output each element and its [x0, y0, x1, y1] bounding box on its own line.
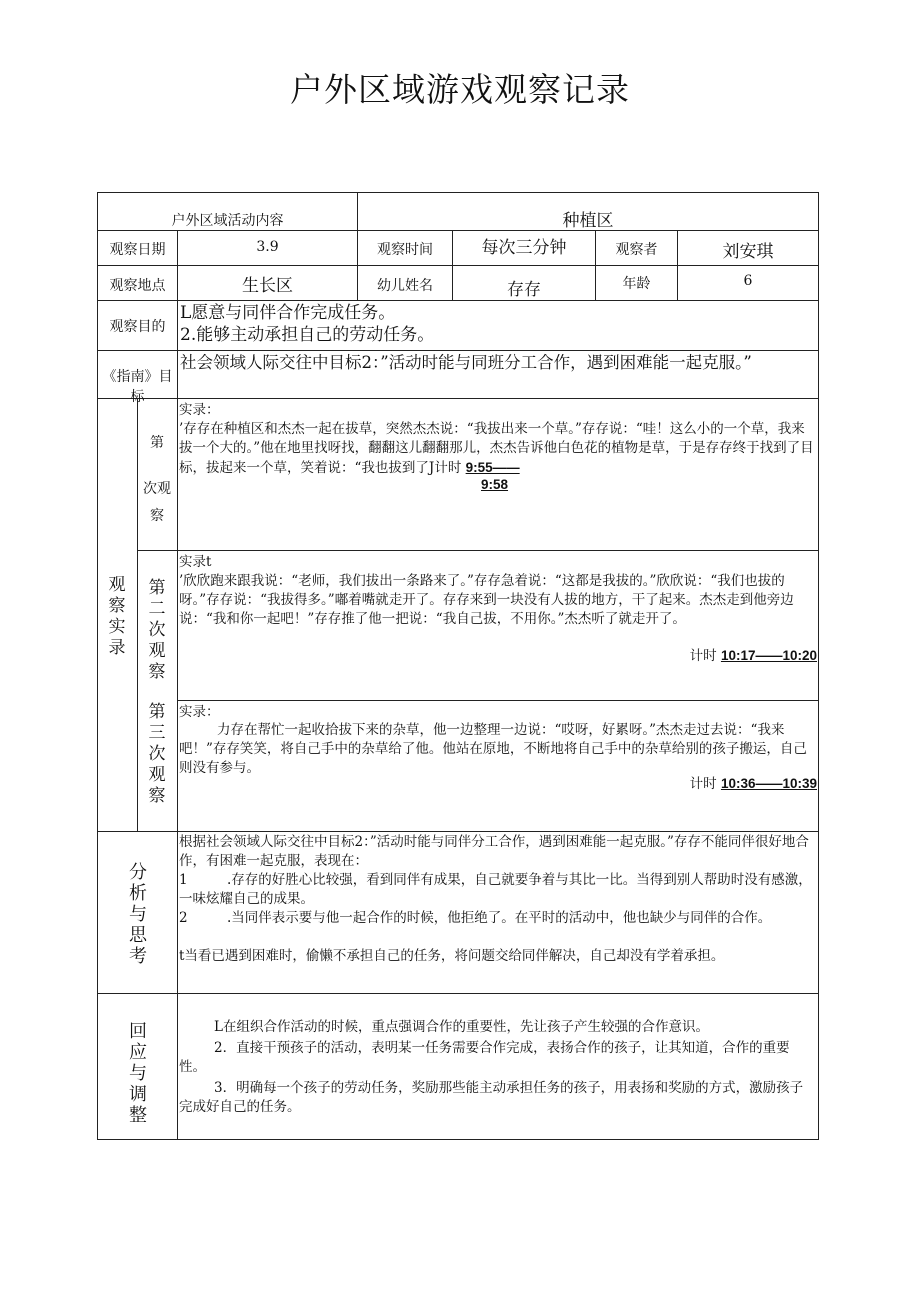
record-section-label: 观察实录	[108, 575, 126, 658]
page-title: 户外区域游戏观察记录	[290, 70, 630, 109]
response-item-1: L在组织合作活动的时候，重点强调合作的重要性，先让孩子产生较强的合作意识。	[214, 1019, 709, 1035]
purpose-label: 观察目的	[109, 319, 166, 335]
obs3-time-prefix: 计时	[689, 776, 717, 792]
obs1-text: ’存存在种植区和杰杰一起在拔草，突然杰杰说：“我拔出来一个草。”存存说：“哇！这么小的一个草，我来拔一个大的。”他在地里找呀找，翻翻这儿翻翻那儿，杰杰告诉他白色花的植物是草，于是存存终于找到了目标，拔起来一个草，笑着说：“我也拔到了J计时	[179, 421, 814, 476]
obs1-heading: 实录：	[179, 402, 220, 418]
child-label: 幼儿姓名	[377, 278, 433, 294]
analysis-item-3: t当看已遇到困难时，偷懒不承担自己的任务，将问题交给同伴解决，自己却没有学着承担。	[179, 948, 725, 964]
age-label: 年龄	[622, 276, 651, 292]
obs1-time-end: 9:58	[481, 477, 509, 492]
obs2-time: 10:17——10:20	[720, 648, 817, 663]
purpose-item-2: 2.能够主动承担自己的劳动任务。	[180, 325, 435, 345]
obs1-time-start: 9:55——	[465, 460, 520, 475]
activity-label: 户外区域活动内容	[171, 213, 284, 229]
obs3-time: 10:36——10:39	[720, 776, 817, 791]
date-label: 观察日期	[109, 242, 166, 258]
obs-time-label: 观察时间	[377, 242, 433, 258]
obs3-heading: 实录：	[179, 704, 220, 720]
obs2-time-row	[600, 646, 817, 666]
response-item-2: 2．直接干预孩子的活动，表明某一任务需要合作完成，表扬合作的孩子，让其知道，合作的重要性。	[179, 1040, 790, 1075]
obs3-time-row	[600, 774, 817, 794]
child-value: 存存	[507, 280, 541, 300]
place-label: 观察地点	[109, 278, 166, 294]
guide-value: 社会领域人际交往中目标2：”活动时能与同班分工合作，遇到困难能一起克服。”	[180, 353, 752, 372]
place-value: 生长区	[242, 276, 293, 296]
obs1-text-block	[179, 420, 815, 478]
response-label: 回应与调整	[129, 1021, 147, 1126]
obs2-label: 第二次观察	[148, 578, 166, 682]
obs3-label: 第三次观察	[148, 702, 166, 806]
activity-value: 种植区	[562, 211, 614, 231]
obs3-text: 力存在帮忙一起收拾拔下来的杂草，他一边整理一边说：“哎呀，好累呀。”杰杰走过去说：“我来吧！”存存笑笑，将自己手中的杂草给了他。他站在原地，不断地将自己手中的杂草给别的孩子搬运，自己则没有参与。	[179, 722, 807, 776]
guide-label: 《指南》目标	[102, 369, 173, 405]
obs-time-value: 每次三分钟	[481, 238, 567, 258]
purpose-item-1: L愿意与同伴合作完成任务。	[180, 303, 396, 323]
analysis-label: 分析与思考	[129, 862, 147, 967]
observer-label: 观察者	[615, 242, 658, 258]
obs1-label-1: 第	[150, 435, 164, 451]
analysis-intro: 根据社会领域人际交往中目标2：”活动时能与同伴分工合作，遇到困难能一起克服。”存存不能同伴很好地合作，有困难一起克服，表现在：	[179, 834, 809, 869]
obs2-time-prefix: 计时	[689, 648, 717, 664]
age-value: 6	[743, 273, 753, 289]
analysis-item-1: 1 .存存的好胜心比较强，看到同伴有成果，自己就要争着与其比一比。当得到别人帮助时没有感激，一味炫耀自己的成果。	[179, 872, 812, 907]
date-value: 3.9	[256, 239, 279, 255]
observer-value: 刘安琪	[722, 242, 774, 262]
analysis-item-2: 2 .当同伴表示要与他一起合作的时候，他拒绝了。在平时的活动中，他也缺少与同伴的合作。	[179, 910, 772, 926]
response-item-3: 3．明确每一个孩子的劳动任务，奖励那些能主动承担任务的孩子，用表扬和奖励的方式，激励孩子完成好自己的任务。	[179, 1080, 804, 1115]
obs1-label-3: 察	[150, 508, 164, 524]
obs2-text: ’欣欣跑来跟我说：“老师，我们拔出一条路来了。”存存急着说：“这都是我拔的。”欣欣说：“我们也拔的呀。”存存说：“我拔得多。”嘟着嘴就走开了。存存来到一块没有人拔的地方，干了起来。杰杰走到他旁边说：“我和你一起吧！”存存推了他一把说：“我自己拔，不用你。”杰杰听了就走开了。	[179, 573, 794, 627]
obs2-heading: 实录t	[179, 554, 212, 570]
obs1-label-2: 次观	[143, 481, 171, 497]
